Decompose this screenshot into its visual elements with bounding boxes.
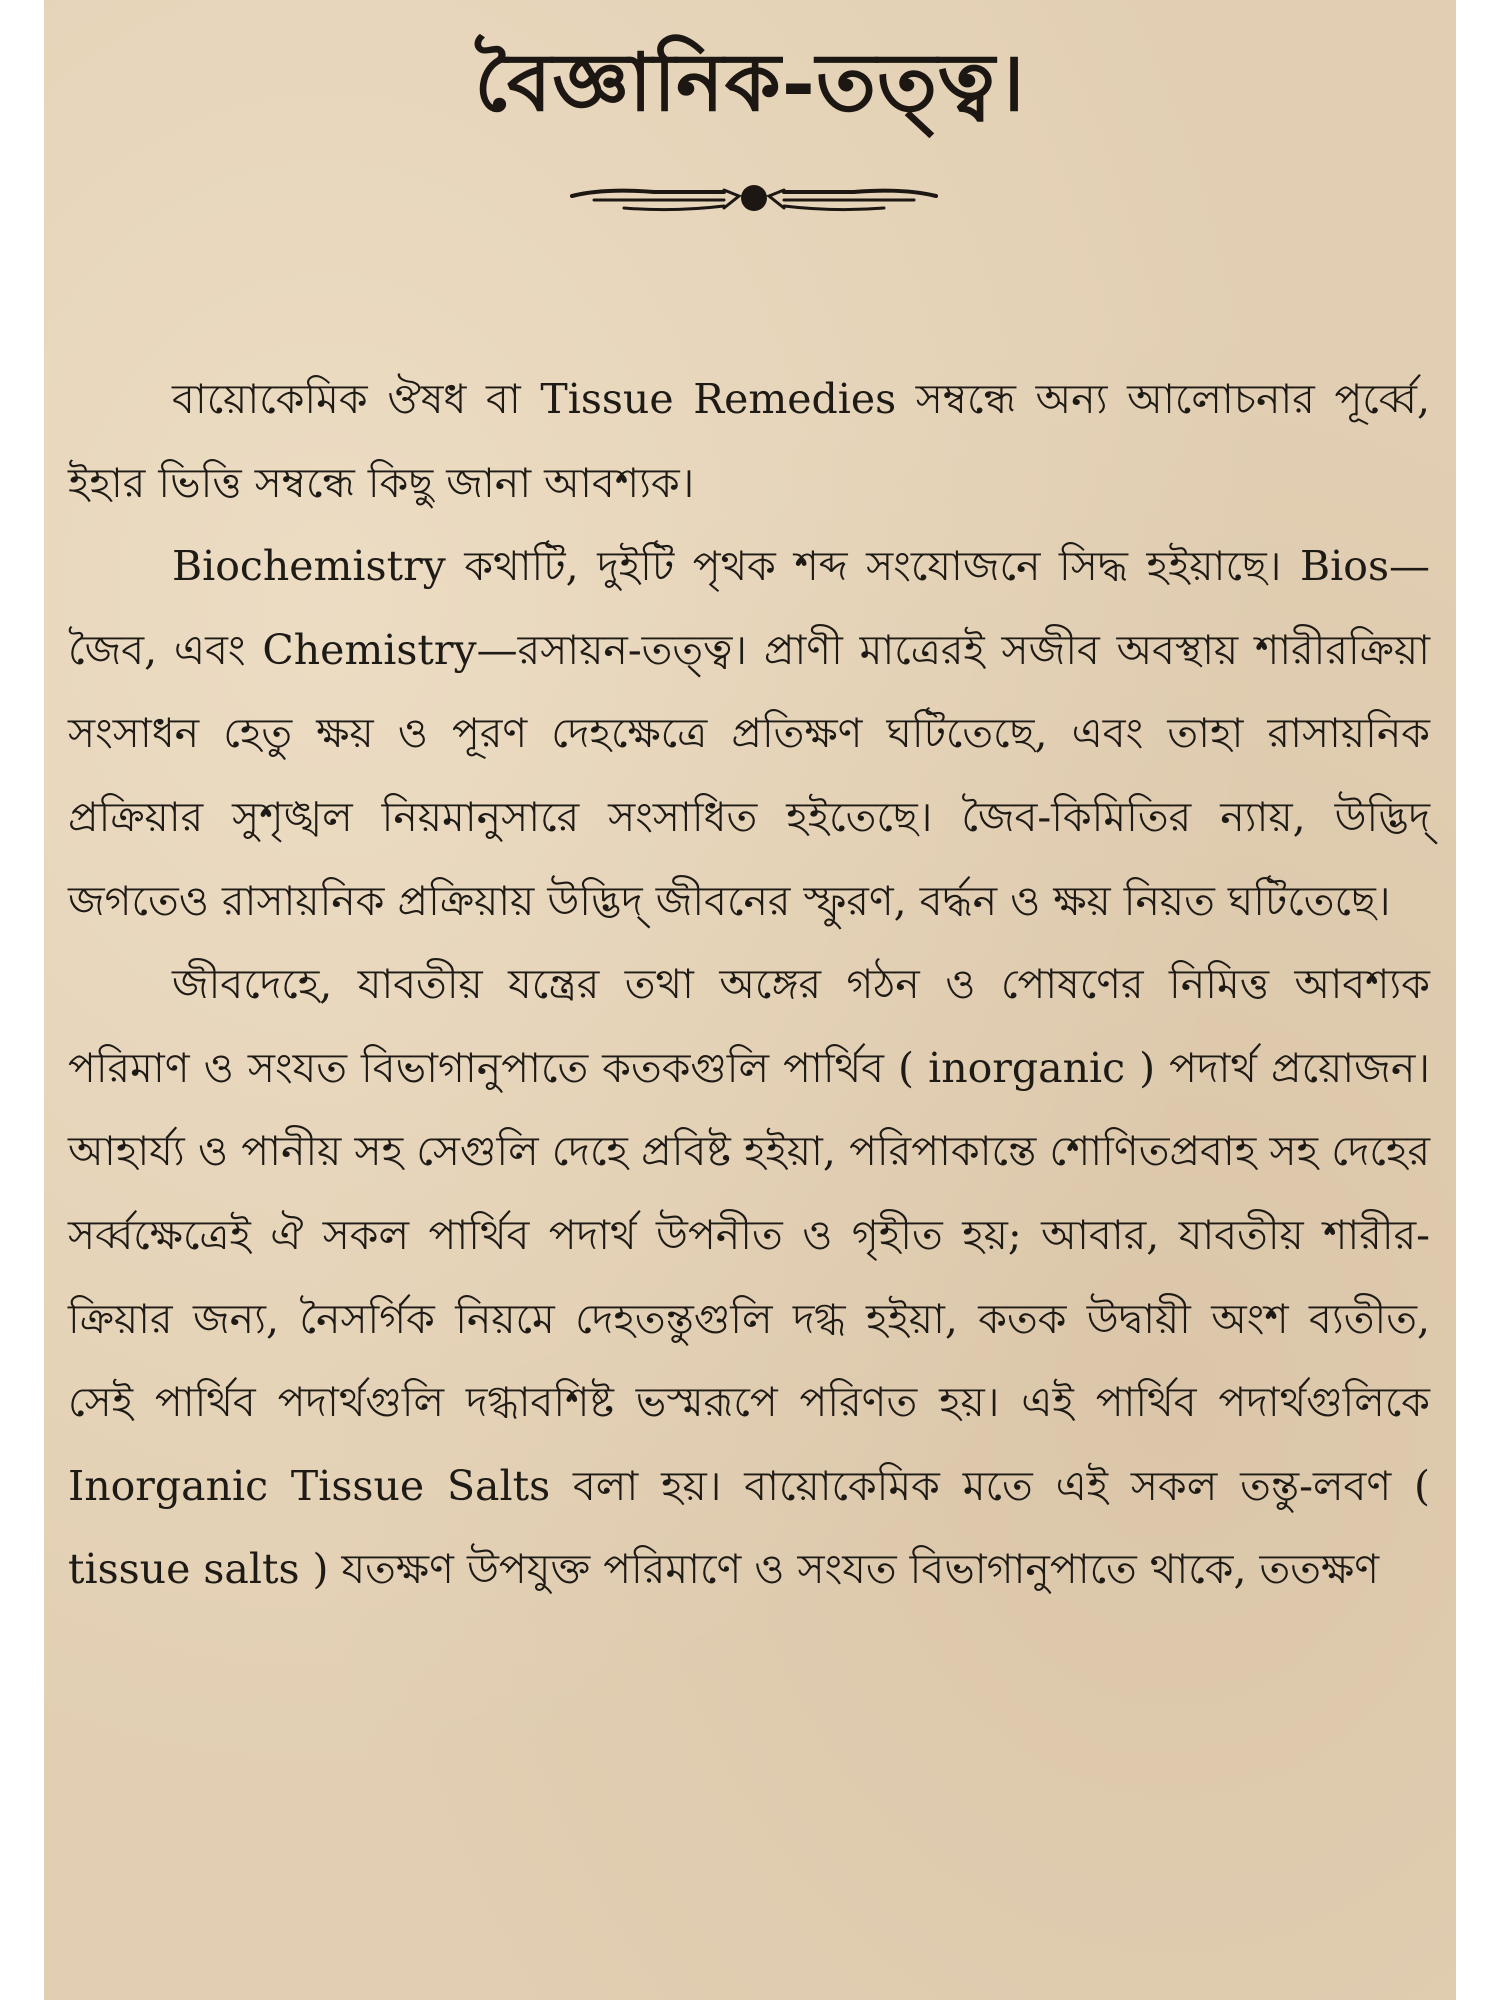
- paragraph-1: বায়োকেমিক ঔষধ বা Tissue Remedies সম্বন্ধে অন্য আলোচনার পূর্ব্বে, ইহার ভিত্তি সম্বন্ধে কিছু জানা আবশ্যক।: [68, 375, 1430, 507]
- body-text: [68, 358, 1430, 1612]
- paragraph-2: Biochemistry কথাটি, দুইটি পৃথক শব্দ সংযোজনে সিদ্ধ হইয়াছে। Bios—জৈব, এবং Chemistry—রসায়ন-তত্ত্ব। প্রাণী মাত্রেরই সজীব অবস্থায় শারীরক্রিয়া সংসাধন হেতু ক্ষয় ও পূরণ দেহক্ষেত্রে প্রতিক্ষণ ঘটিতেছে, এবং তাহা রাসায়নিক প্রক্রিয়ার সুশৃঙ্খল নিয়মানুসারে সংসাধিত হইতেছে। জৈব-কিমিতির ন্যায়, উদ্ভিদ্ জগতেও রাসায়নিক প্রক্রিয়ায় উদ্ভিদ্ জীবনের স্ফুরণ, বর্দ্ধন ও ক্ষয় নিয়ত ঘটিতেছে।: [68, 542, 1430, 925]
- book-page: [44, 0, 1456, 2000]
- ornament-divider-icon: [564, 168, 944, 220]
- paragraph-3: জীবদেহে, যাবতীয় যন্ত্রের তথা অঙ্গের গঠন ও পোষণের নিমিত্ত আবশ্যক পরিমাণ ও সংযত বিভাগানুপাতে কতকগুলি পার্থিব ( inorganic ) পদার্থ প্রয়োজন। আহার্য্য ও পানীয় সহ সেগুলি দেহে প্রবিষ্ট হইয়া, পরিপাকান্তে শোণিতপ্রবাহ সহ দেহের সর্ব্বক্ষেত্রেই ঐ সকল পার্থিব পদার্থ উপনীত ও গৃহীত হয়; আবার, যাবতীয় শারীর-ক্রিয়ার জন্য, নৈসর্গিক নিয়মে দেহতন্তুগুলি দগ্ধ হইয়া, কতক উদ্বায়ী অংশ ব্যতীত, সেই পার্থিব পদার্থগুলি দগ্ধাবশিষ্ট ভস্মরূপে পরিণত হয়। এই পার্থিব পদার্থগুলিকে Inorganic Tissue Salts বলা হয়। বায়োকেমিক মতে এই সকল তন্তু-লবণ ( tissue salts ) যতক্ষণ উপযুক্ত পরিমাণে ও সংযত বিভাগানুপাতে থাকে, ততক্ষণ: [68, 960, 1430, 1594]
- page-title: বৈজ্ঞানিক-তত্ত্ব।: [474, 35, 1026, 129]
